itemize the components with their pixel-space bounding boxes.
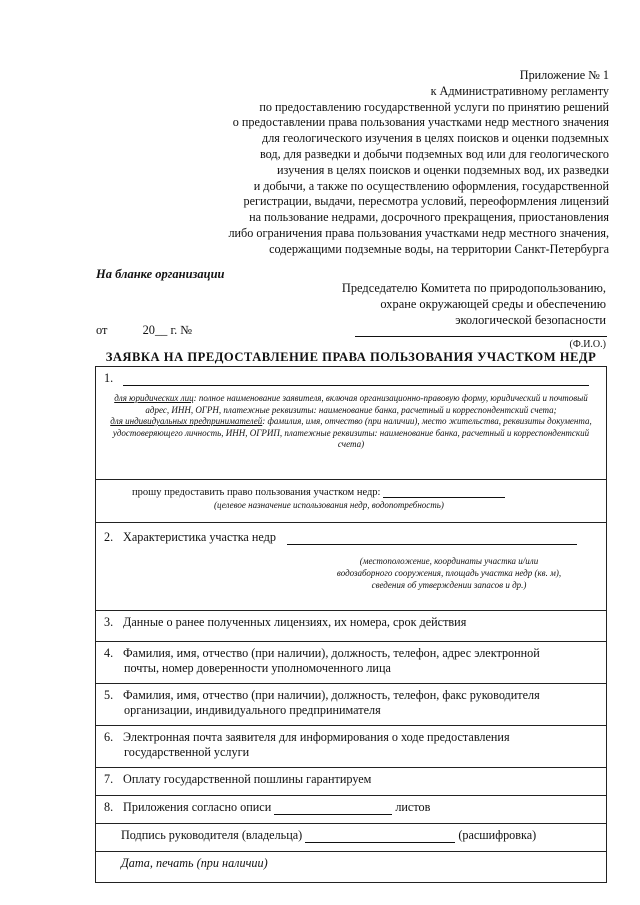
row-7-fee <box>96 768 607 796</box>
appendix-line: Приложение № 1 <box>519 68 609 82</box>
form-title: ЗАЯВКА НА ПРЕДОСТАВЛЕНИЕ ПРАВА ПОЛЬЗОВАНИЯ УЧАСТКОМ НЕДР <box>105 350 597 364</box>
date-stamp-text: Дата, печать (при наличии) <box>121 856 268 870</box>
appendix-header <box>189 68 609 258</box>
table-row <box>96 796 607 824</box>
row-6-email: 6. Электронная почта заявителя для информирования о ходе предоставления государственной услуги <box>96 726 607 768</box>
row-number: 5. <box>104 688 114 702</box>
applicant-hint: для юридических лиц: полное наименование заявителя, включая организационно-правовую форму, юридический и почтовый адрес, ИНН, ОГРН, платежные реквизиты: наименование банка, расчетный и корреспондентский счета; для индивидуальных предпринимателей: фамилия, имя, отчество (при наличии), место жительства, реквизиты документа, удостоверяющего личность, ИНН, ОГРИП, платежные реквизиты: наименование банка, расчетный и корреспондентский счета) <box>110 393 592 449</box>
appendix-line: о предоставлении права пользования участками недр местного значения <box>232 115 609 130</box>
table-row <box>96 611 607 642</box>
recipient-line: Председателю Комитета по природопользованию, <box>341 281 606 295</box>
request-hint: (целевое назначение использования недр, водопотребность) <box>214 500 444 510</box>
row-8-suffix: листов <box>395 800 431 814</box>
table-row <box>96 852 607 883</box>
table-row <box>96 824 607 852</box>
row-2-text: Характеристика участка недр <box>123 530 276 544</box>
table-row <box>96 768 607 796</box>
row-number: 3. <box>104 615 114 629</box>
row-number: 6. <box>104 730 114 744</box>
appendix-line: изучения в целях поисков и оценки подземных вод, их разведки <box>277 162 609 177</box>
date-stamp-row <box>96 852 607 883</box>
attachments-count-field[interactable] <box>274 803 392 815</box>
from-date-line <box>96 323 192 338</box>
appendix-line: либо ограничения права пользования участками недр местного значения, <box>228 225 609 240</box>
appendix-line: по предоставлению государственной услуги по принятию решений <box>259 99 609 114</box>
row-4-representative: 4. Фамилия, имя, отчество (при наличии), должность, телефон, адрес электронной почты, номер доверенности уполномоченного лица <box>96 642 607 684</box>
row-7-text: Оплату государственной пошлины гарантируем <box>123 772 372 786</box>
signature-row <box>96 824 607 852</box>
appendix-line: для геологического изучения в целях поисков и оценки подземных <box>262 131 609 146</box>
row-number: 8. <box>104 800 114 814</box>
row-3-text: Данные о ранее полученных лицензиях, их номера, срок действия <box>123 615 467 629</box>
date-number-field[interactable]: 20__ г. № <box>142 323 193 337</box>
site-hint: (местоположение, координаты участка и/или водозаборного сооружения, площадь участка недр (кв. м), сведения об утверждении запасов и др.) <box>336 556 562 590</box>
recipient-block <box>342 281 606 328</box>
table-row <box>96 684 607 726</box>
row-8-attachments <box>96 796 607 824</box>
signature-text: Подпись руководителя (владельца) <box>121 828 303 842</box>
signature-field[interactable] <box>305 831 455 843</box>
from-label: от <box>96 323 108 337</box>
fio-signature-line[interactable] <box>355 336 607 337</box>
appendix-line: на пользование недрами, досрочного прекращения, приостановления <box>249 210 609 225</box>
row-number: 7. <box>104 772 114 786</box>
request-row <box>96 480 607 523</box>
application-form-table <box>95 366 607 883</box>
applicant-name-field[interactable] <box>123 373 589 386</box>
table-row <box>96 523 607 611</box>
appendix-line: содержащими подземные воды, на территории Санкт-Петербурга <box>269 241 609 256</box>
appendix-line: вод, для разведки и добычи подземных вод или для геологического <box>259 146 609 161</box>
row-8-text: Приложения согласно описи <box>123 800 272 814</box>
table-row <box>96 642 607 684</box>
site-characteristics-field[interactable] <box>287 532 577 545</box>
appendix-line: к Административному регламенту <box>430 83 609 98</box>
row-5-head: 5. Фамилия, имя, отчество (при наличии), должность, телефон, факс руководителя организации, индивидуального предпринимателя <box>96 684 607 726</box>
appendix-line: и добычи, а также по осуществлению оформления, государственной <box>253 178 609 193</box>
table-row <box>96 726 607 768</box>
blank-label: На бланке организации <box>96 267 225 281</box>
row-number: 2. <box>104 530 114 544</box>
table-row <box>96 367 607 480</box>
row-number: 4. <box>104 646 114 660</box>
row-3-licenses <box>96 611 607 642</box>
row-number: 1. <box>104 371 114 385</box>
table-row <box>96 480 607 523</box>
row-1-applicant <box>96 367 607 480</box>
request-purpose-field[interactable] <box>383 486 505 498</box>
recipient-line: экологической безопасности <box>455 312 606 327</box>
recipient-line: охране окружающей среды и обеспечению <box>380 296 606 311</box>
signature-suffix: (расшифровка) <box>458 828 537 842</box>
fio-label: (Ф.И.О.) <box>569 339 606 350</box>
appendix-line: регистрации, выдачи, пересмотра условий, переоформления лицензий <box>243 194 609 209</box>
row-2-site <box>96 523 607 611</box>
request-text: прошу предоставить право пользования участком недр: <box>132 487 381 498</box>
